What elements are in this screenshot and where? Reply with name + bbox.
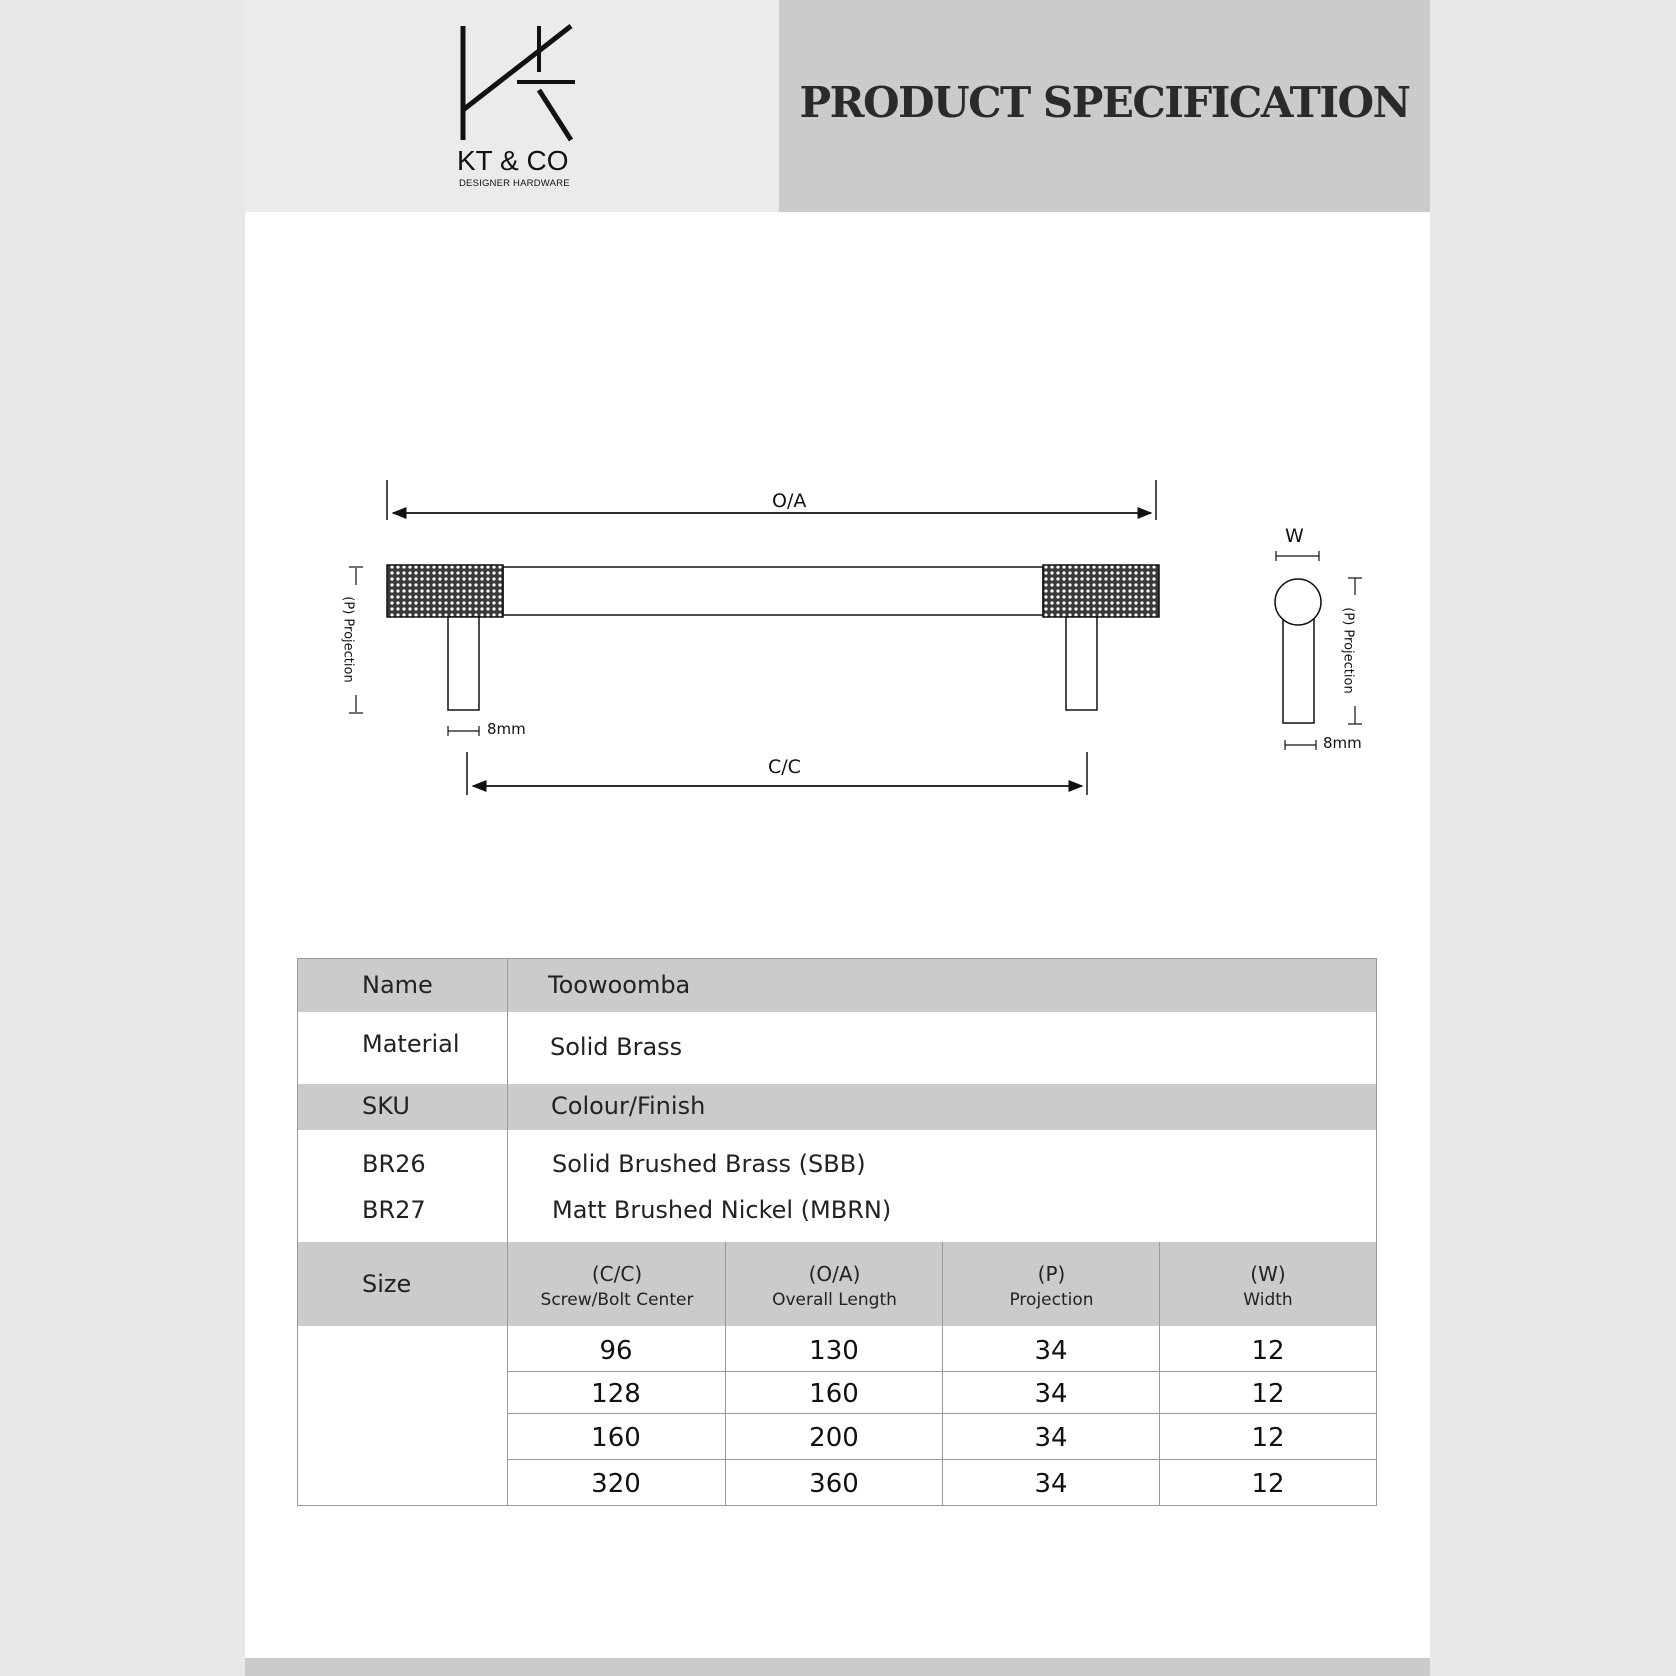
size-header-row: [298, 1242, 1376, 1326]
side-width-label: W: [1285, 525, 1304, 547]
table-divider: [942, 1242, 943, 1505]
sku-rows: [298, 1130, 1376, 1242]
name-value: Toowoomba: [548, 971, 691, 999]
table-cell: 12: [1251, 1423, 1285, 1453]
name-row: [298, 959, 1376, 1012]
knurled-end-left: [387, 565, 503, 617]
table-divider: [507, 959, 508, 1505]
post-right: [1066, 617, 1097, 710]
post-width-label: 8mm: [487, 720, 526, 738]
table-divider: [507, 1371, 1376, 1372]
table-cell: 128: [591, 1379, 641, 1409]
table-cell: 200: [809, 1423, 859, 1453]
name-label: Name: [362, 971, 433, 999]
table-cell: 160: [809, 1379, 859, 1409]
finish-label: Colour/Finish: [551, 1092, 706, 1120]
table-cell: 34: [1034, 1379, 1068, 1409]
table-cell: 34: [1034, 1423, 1068, 1453]
table-cell: 360: [809, 1469, 859, 1499]
material-value: Solid Brass: [550, 1033, 683, 1061]
technical-drawing: [245, 0, 1430, 900]
brand-name: KT & CO: [457, 145, 569, 176]
table-cell: 12: [1251, 1469, 1285, 1499]
material-row: [298, 1012, 1376, 1084]
side-projection-label: (P) Projection: [1340, 607, 1356, 694]
size-column-cc: (C/C) Screw/Bolt Center: [540, 1262, 694, 1310]
handle-bar: [503, 567, 1043, 615]
knurled-end-right: [1043, 565, 1159, 617]
table-cell: 34: [1034, 1336, 1068, 1366]
table-cell: 12: [1251, 1379, 1285, 1409]
side-post-width-label: 8mm: [1323, 734, 1362, 752]
cc-label: C/C: [768, 756, 801, 778]
table-divider: [1159, 1242, 1160, 1505]
table-divider: [507, 1459, 1376, 1460]
spec-table: [297, 958, 1377, 1506]
footer-bar: [245, 1658, 1430, 1676]
brand-tagline: DESIGNER HARDWARE: [459, 178, 570, 189]
oa-label: O/A: [772, 490, 807, 512]
sku-finish: Matt Brushed Nickel (MBRN): [552, 1196, 892, 1224]
table-cell: 12: [1251, 1336, 1285, 1366]
table-cell: 320: [591, 1469, 641, 1499]
post-left: [448, 617, 479, 710]
sku-label: SKU: [362, 1092, 410, 1120]
size-column-oa: (O/A) Overall Length: [772, 1262, 897, 1310]
size-label: Size: [362, 1270, 412, 1298]
page-title: PRODUCT SPECIFICATION: [799, 78, 1410, 127]
sku-code: BR26: [362, 1150, 426, 1178]
table-cell: 96: [599, 1336, 633, 1366]
table-divider: [725, 1242, 726, 1505]
table-cell: 34: [1034, 1469, 1068, 1499]
sku-finish: Solid Brushed Brass (SBB): [552, 1150, 866, 1178]
spec-sheet-page: [245, 0, 1430, 1676]
size-column-w: (W) Width: [1243, 1262, 1293, 1310]
table-divider: [507, 1413, 1376, 1414]
sku-code: BR27: [362, 1196, 426, 1224]
size-column-p: (P) Projection: [1009, 1262, 1094, 1310]
projection-label: (P) Projection: [340, 596, 356, 683]
sku-header-row: [298, 1084, 1376, 1130]
material-label: Material: [362, 1030, 460, 1058]
table-cell: 160: [591, 1423, 641, 1453]
table-cell: 130: [809, 1336, 859, 1366]
side-head: [1275, 579, 1321, 625]
